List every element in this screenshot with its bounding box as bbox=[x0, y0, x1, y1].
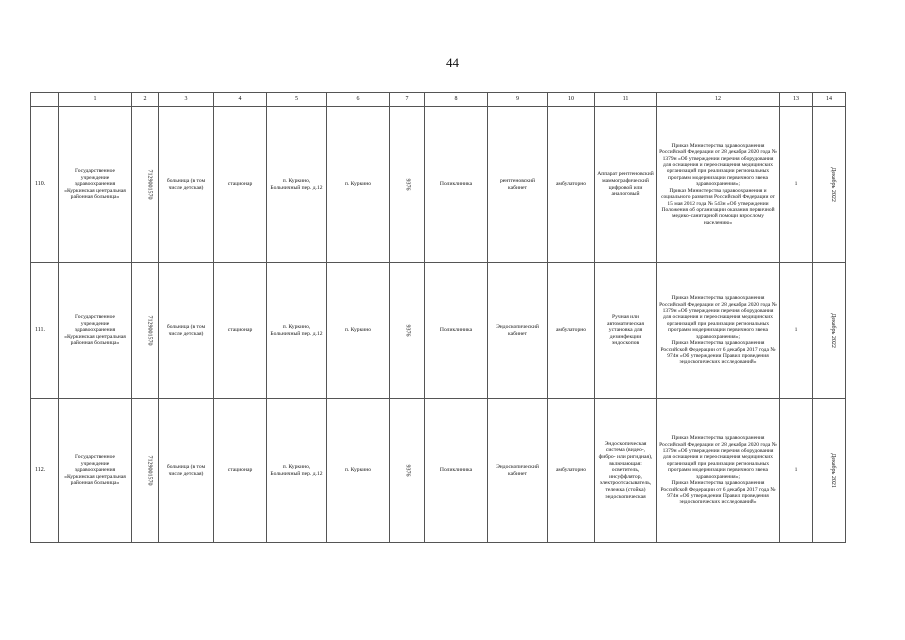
table-row bbox=[31, 107, 846, 263]
header-cell: 4 bbox=[214, 93, 267, 107]
division: Поликлиника bbox=[425, 107, 488, 263]
table-row bbox=[31, 263, 846, 399]
header-cell: 10 bbox=[548, 93, 595, 107]
header-row bbox=[31, 93, 846, 107]
inn-code: 7129001570 bbox=[146, 455, 153, 486]
equipment: Ручная или автоматическая установка для дезинфекции эндоскопов bbox=[595, 263, 657, 399]
delivery-date: Декабрь 2022 bbox=[829, 167, 836, 202]
header-cell: 7 bbox=[390, 93, 425, 107]
care-condition: стационар bbox=[214, 263, 267, 399]
care-form: амбулаторно bbox=[548, 263, 595, 399]
room: Эндоскопический кабинет bbox=[488, 399, 548, 543]
oktmo-cell bbox=[390, 107, 425, 263]
locality: п. Куркино bbox=[327, 263, 390, 399]
delivery-date: Декабрь 2021 bbox=[829, 453, 836, 488]
header-cell-num bbox=[31, 93, 59, 107]
row-number: 111. bbox=[31, 263, 59, 399]
inn-code-cell bbox=[132, 107, 159, 263]
inn-code-cell bbox=[132, 263, 159, 399]
address: п. Куркино, Больничный пер. д.12 bbox=[267, 107, 327, 263]
organization-name: Государственное учреждение здравоохранения «Куркинская центральная районная больница» bbox=[59, 107, 132, 263]
quantity: 1 bbox=[780, 399, 813, 543]
oktmo-cell bbox=[390, 399, 425, 543]
header-cell: 13 bbox=[780, 93, 813, 107]
legal-basis: Приказ Министерства здравоохранения Российской Федерации от 28 декабря 2020 года № 1379н «Об утверждении перечня оборудования для оснащения и переоснащения медицинских организаций при реализации региональных программ модернизации первичного звена здравоохранения»; Приказ Министерства здравоохранения Российской Федерации от 6 декабря 2017 года № 974н «Об утверждении Правил проведения эндоскопических исследований» bbox=[657, 399, 780, 543]
address: п. Куркино, Больничный пер. д.12 bbox=[267, 399, 327, 543]
organization-name: Государственное учреждение здравоохранения «Куркинская центральная районная больница» bbox=[59, 263, 132, 399]
legal-basis: Приказ Министерства здравоохранения Российской Федерации от 28 декабря 2020 года № 1379н «Об утверждении перечня оборудования для оснащения и переоснащения медицинских организаций при реализации региональных программ модернизации первичного звена здравоохранения»; Приказ Министерства здравоохранения и социального развития Российской Федерации от 15 мая 2012 года № 543н «Об утверждении Положения об организации оказания первичной медико-санитарной помощи взрослому населению» bbox=[657, 107, 780, 263]
quantity: 1 bbox=[780, 263, 813, 399]
header-cell: 3 bbox=[159, 93, 214, 107]
table-row bbox=[31, 399, 846, 543]
quantity: 1 bbox=[780, 107, 813, 263]
header-cell: 6 bbox=[327, 93, 390, 107]
date-cell bbox=[813, 107, 846, 263]
care-form: амбулаторно bbox=[548, 399, 595, 543]
inn-code: 7129001570 bbox=[146, 315, 153, 346]
oktmo-code: 9376 bbox=[404, 178, 411, 191]
division: Поликлиника bbox=[425, 263, 488, 399]
header-cell: 1 bbox=[59, 93, 132, 107]
inn-code-cell bbox=[132, 399, 159, 543]
date-cell bbox=[813, 263, 846, 399]
organization-name: Государственное учреждение здравоохранения «Куркинская центральная районная больница» bbox=[59, 399, 132, 543]
room: рентгеновский кабинет bbox=[488, 107, 548, 263]
care-form: амбулаторно bbox=[548, 107, 595, 263]
facility-type: больница (в том числе детская) bbox=[159, 107, 214, 263]
row-number: 112. bbox=[31, 399, 59, 543]
oktmo-code: 9376 bbox=[404, 464, 411, 477]
division: Поликлиника bbox=[425, 399, 488, 543]
header-cell: 9 bbox=[488, 93, 548, 107]
inn-code: 7129001570 bbox=[146, 169, 153, 200]
facility-type: больница (в том числе детская) bbox=[159, 263, 214, 399]
header-cell: 5 bbox=[267, 93, 327, 107]
care-condition: стационар bbox=[214, 399, 267, 543]
room: Эндоскопический кабинет bbox=[488, 263, 548, 399]
legal-basis: Приказ Министерства здравоохранения Российской Федерации от 28 декабря 2020 года № 1379н «Об утверждении перечня оборудования для оснащения и переоснащения медицинских организаций при реализации региональных программ модернизации первичного звена здравоохранения»; Приказ Министерства здравоохранения Российской Федерации от 6 декабря 2017 года № 974н «Об утверждении Правил проведения эндоскопических исследований» bbox=[657, 263, 780, 399]
locality: п. Куркино bbox=[327, 107, 390, 263]
header-cell: 8 bbox=[425, 93, 488, 107]
equipment-table bbox=[30, 92, 846, 543]
equipment: Эндоскопическая система (видео-, фибро- или ригидная), включающая: осветитель, инсуффлятор, электроотсасыватель, тележка (стойка) эндоскопическая bbox=[595, 399, 657, 543]
header-cell: 2 bbox=[132, 93, 159, 107]
row-number: 110. bbox=[31, 107, 59, 263]
header-cell: 12 bbox=[657, 93, 780, 107]
oktmo-code: 9376 bbox=[404, 324, 411, 337]
locality: п. Куркино bbox=[327, 399, 390, 543]
oktmo-cell bbox=[390, 263, 425, 399]
equipment: Аппарат рентгеновский маммографический цифровой или аналоговый bbox=[595, 107, 657, 263]
header-cell: 14 bbox=[813, 93, 846, 107]
facility-type: больница (в том числе детская) bbox=[159, 399, 214, 543]
care-condition: стационар bbox=[214, 107, 267, 263]
address: п. Куркино, Больничный пер. д.12 bbox=[267, 263, 327, 399]
date-cell bbox=[813, 399, 846, 543]
header-cell: 11 bbox=[595, 93, 657, 107]
delivery-date: Декабрь 2022 bbox=[829, 313, 836, 348]
page-number: 44 bbox=[446, 55, 459, 70]
